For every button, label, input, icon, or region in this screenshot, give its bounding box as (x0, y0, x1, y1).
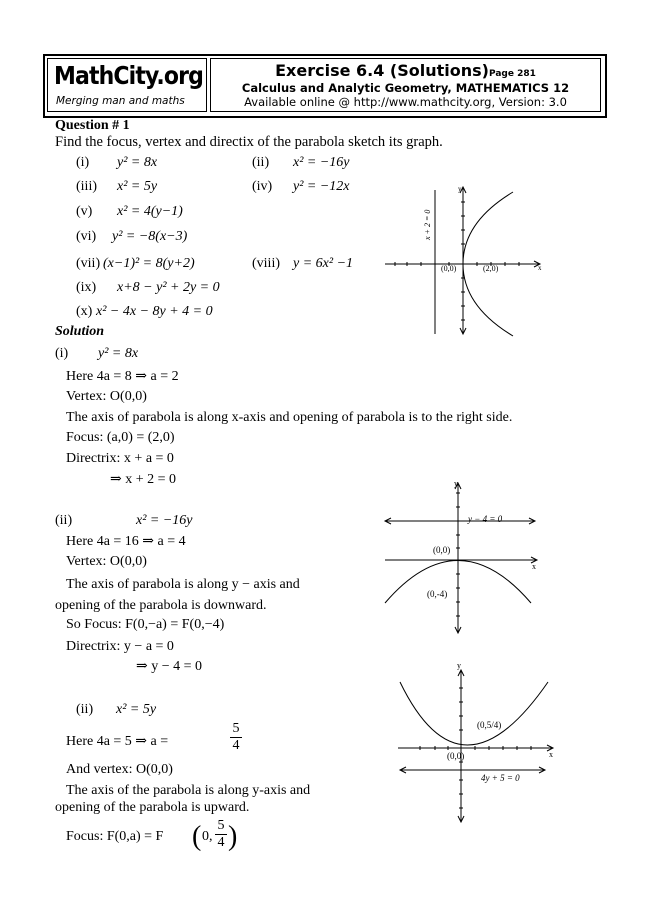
origin-label: (0,0) (433, 545, 451, 555)
part-equation: y² = −12x (293, 179, 350, 194)
focus-label: (2,0) (483, 264, 499, 273)
step-focus: So Focus: F(0,−a) = F(0,−4) (66, 617, 225, 632)
question-prompt: Find the focus, vertex and directix of the parabola sketch its graph. (55, 134, 443, 150)
part-label: (i) (55, 346, 69, 361)
exercise-title: Exercise 6.4 (Solutions)Page 281 (275, 61, 536, 80)
a-fraction (230, 721, 242, 754)
parabola-curve (400, 682, 548, 745)
step-axis-cont: opening of the parabola is downward. (55, 598, 267, 613)
step-axis-cont: opening of the parabola is upward. (55, 800, 250, 815)
part-label: (ii) (55, 513, 73, 528)
step-directrix-result: ⇒ y − 4 = 0 (136, 659, 203, 674)
origin-label: (0,0) (447, 751, 465, 761)
step-axis: The axis of the parabola is along y-axis and (66, 783, 311, 798)
focus-prefix: 0, (202, 829, 213, 844)
part-equation: x² − 4x − 8y + 4 = 0 (96, 304, 213, 319)
part-equation: x² = 5y (117, 179, 158, 194)
part-equation: (x−1)² = 8(y+2) (103, 256, 195, 271)
bracket-left: ( (192, 821, 202, 852)
part-equation: y² = −8(x−3) (112, 229, 188, 244)
fraction-numerator: 5 (215, 818, 227, 835)
focus-fraction (215, 818, 227, 851)
part-equation: y² = 8x (98, 346, 139, 361)
exercise-subtitle: Calculus and Analytic Geometry, MATHEMATICS 12 (241, 81, 570, 95)
step-directrix-result: ⇒ x + 2 = 0 (110, 472, 177, 487)
part-label: (v) (76, 204, 93, 219)
page-number: Page 281 (488, 69, 536, 79)
step-here: Here 4a = 5 ⇒ a = (66, 734, 169, 749)
site-motto: Merging man and maths (56, 95, 185, 107)
bracket-right: ) (228, 821, 238, 852)
part-equation: x² = −16y (293, 155, 350, 170)
fraction-denominator: 4 (232, 738, 240, 753)
directrix-label: x + 2 = 0 (423, 209, 432, 240)
fraction-denominator: 4 (217, 835, 225, 850)
part-equation: x² = −16y (136, 513, 193, 528)
part-label: (x) (76, 304, 93, 319)
part-label: (ii) (252, 155, 270, 170)
graph-parabola-up (395, 660, 560, 830)
origin-label: (0,0) (441, 264, 457, 273)
step-axis: The axis of parabola is along y − axis and (66, 577, 300, 592)
page-header (43, 54, 607, 118)
step-vertex: Vertex: O(0,0) (66, 389, 147, 404)
step-focus: Focus: (a,0) = (2,0) (66, 430, 175, 445)
site-logo: MathCity.org (54, 61, 203, 90)
step-directrix: Directrix: y − a = 0 (66, 639, 174, 654)
focus-label: (0,-4) (427, 589, 448, 599)
directrix-label: 4y + 5 = 0 (481, 773, 520, 783)
question-heading: Question # 1 (55, 118, 130, 133)
step-here: Here 4a = 8 ⇒ a = 2 (66, 369, 179, 384)
part-equation: x+8 − y² + 2y = 0 (117, 280, 220, 295)
step-vertex: And vertex: O(0,0) (66, 762, 173, 777)
part-label: (iii) (76, 179, 97, 194)
step-here: Here 4a = 16 ⇒ a = 4 (66, 534, 186, 549)
focus-label: (0,5/4) (477, 720, 502, 730)
fraction-numerator: 5 (230, 721, 242, 738)
step-focus: Focus: F(0,a) = F (66, 829, 164, 844)
step-vertex: Vertex: O(0,0) (66, 554, 147, 569)
x-axis-label: x (549, 750, 553, 759)
part-label: (i) (76, 155, 90, 170)
part-label: (viii) (252, 256, 280, 271)
graph-parabola-right (380, 182, 550, 342)
exercise-info (210, 58, 601, 112)
part-equation: x² = 5y (116, 702, 157, 717)
step-axis: The axis of parabola is along x-axis and opening of parabola is to the right side. (66, 410, 513, 425)
y-axis-label: y (454, 479, 458, 488)
graph-parabola-down (380, 478, 545, 638)
part-label: (ii) (76, 702, 94, 717)
part-equation: y = 6x² −1 (293, 256, 354, 271)
y-axis-label: y (457, 661, 461, 670)
part-label: (ix) (76, 280, 97, 295)
solution-heading: Solution (55, 324, 105, 339)
availability-note: Available online @ http://www.mathcity.org, Version: 3.0 (244, 95, 567, 109)
part-equation: x² = 4(y−1) (117, 204, 183, 219)
part-label: (vi) (76, 229, 97, 244)
x-axis-label: x (538, 264, 542, 272)
directrix-label: y − 4 = 0 (468, 514, 503, 524)
logo-box (47, 58, 207, 112)
part-label: (vii) (76, 256, 101, 271)
part-equation: y² = 8x (117, 155, 158, 170)
axis-ticks (395, 202, 519, 320)
part-label: (iv) (252, 179, 273, 194)
step-directrix: Directrix: x + a = 0 (66, 451, 174, 466)
y-axis-label: y (458, 185, 462, 193)
x-axis-label: x (532, 562, 536, 571)
